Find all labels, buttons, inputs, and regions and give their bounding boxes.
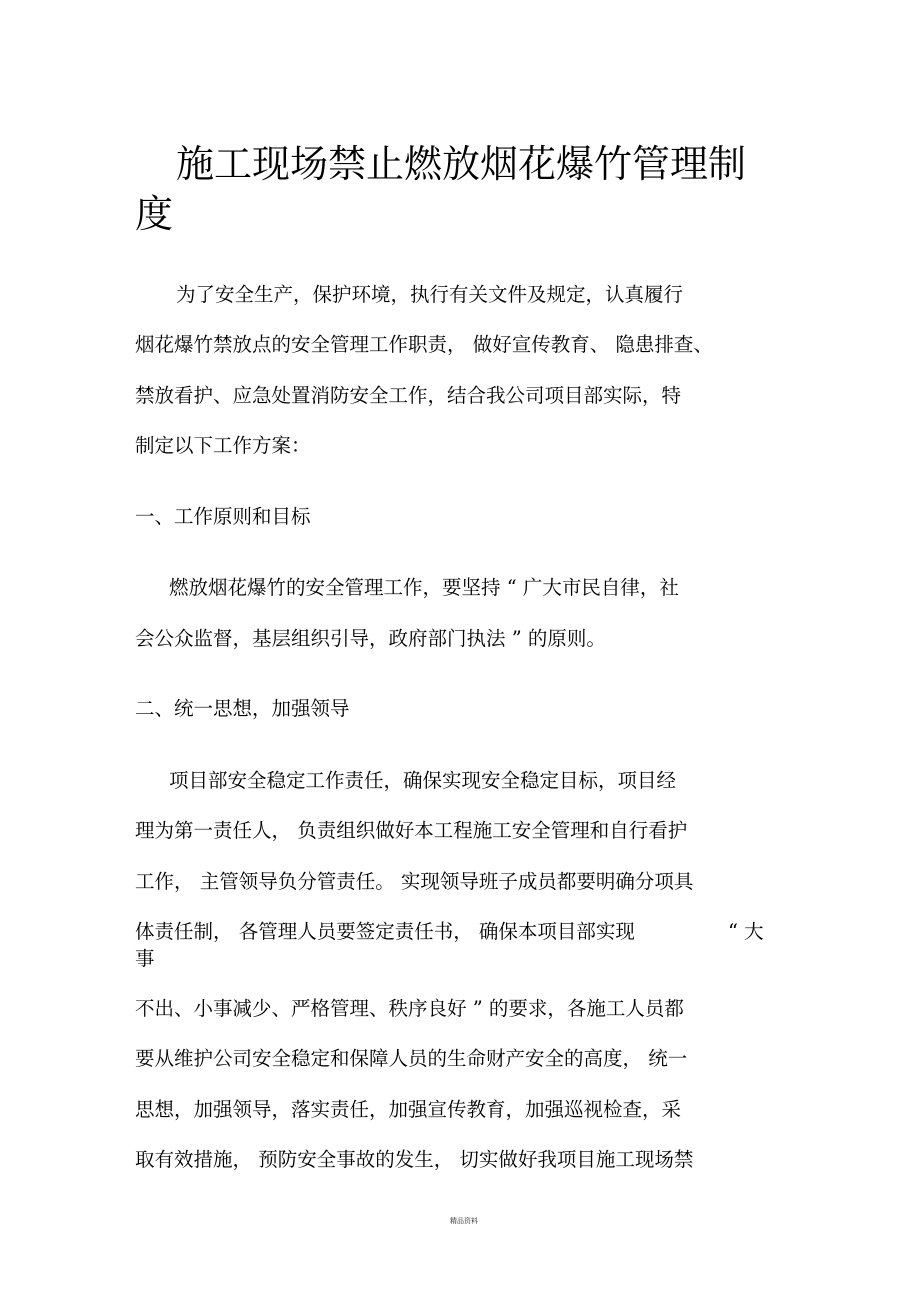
intro-line-2: 烟花爆竹禁放点的安全管理工作职责， 做好宣传教育、 隐患排查、 — [135, 333, 713, 356]
section-2-line-2: 理为第一责任人， 负责组织做好本工程施工安全管理和自行看护 — [135, 819, 688, 842]
intro-line-1: 为了安全生产，保护环境，执行有关文件及规定，认真履行 — [176, 283, 684, 306]
page-footer-label: 精品资料 — [450, 1217, 478, 1225]
section-2-heading: 二、统一思想，加强领导 — [135, 697, 350, 720]
document-title-line-2: 度 — [135, 192, 174, 236]
document-title-line-1: 施工现场禁止燃放烟花爆竹管理制 — [176, 142, 747, 186]
section-2-line-7: 思想，加强领导，落实责任，加强宣传教育，加强巡视检查，采 — [135, 1098, 682, 1121]
section-2-line-3: 工作， 主管领导负分管责任。 实现领导班子成员都要明确分项具 — [135, 870, 694, 893]
section-2-line-4: 体责任制， 各管理人员要签定责任书， 确保本项目部实现 — [135, 920, 635, 943]
section-1-heading: 一、工作原则和目标 — [135, 505, 311, 528]
section-2-line-6: 要从维护公司安全稳定和保障人员的生命财产安全的高度， 统一 — [135, 1047, 688, 1070]
intro-line-4: 制定以下工作方案： — [135, 434, 311, 457]
intro-line-3: 禁放看护、应急处置消防安全工作，结合我公司项目部实际，特 — [135, 384, 682, 407]
section-2-line-8: 取有效措施， 预防安全事故的发生， 切实做好我项目施工现场禁 — [135, 1148, 694, 1171]
section-2-line-5: 不出、小事减少、严格管理、秩序良好 ” 的要求，各施工人员都 — [135, 997, 684, 1020]
section-1-line-1: 燃放烟花爆竹的安全管理工作，要坚持 “ 广大市民自律，社 — [169, 576, 679, 599]
section-1-line-2: 会公众监督，基层组织引导，政府部门执法 ” 的原则。 — [135, 627, 606, 650]
section-2-line-4-wrap: 事 — [135, 947, 155, 970]
section-2-line-1: 项目部安全稳定工作责任，确保实现安全稳定目标，项目经 — [169, 769, 677, 792]
section-2-line-4-quote: “ 大 — [728, 920, 764, 943]
